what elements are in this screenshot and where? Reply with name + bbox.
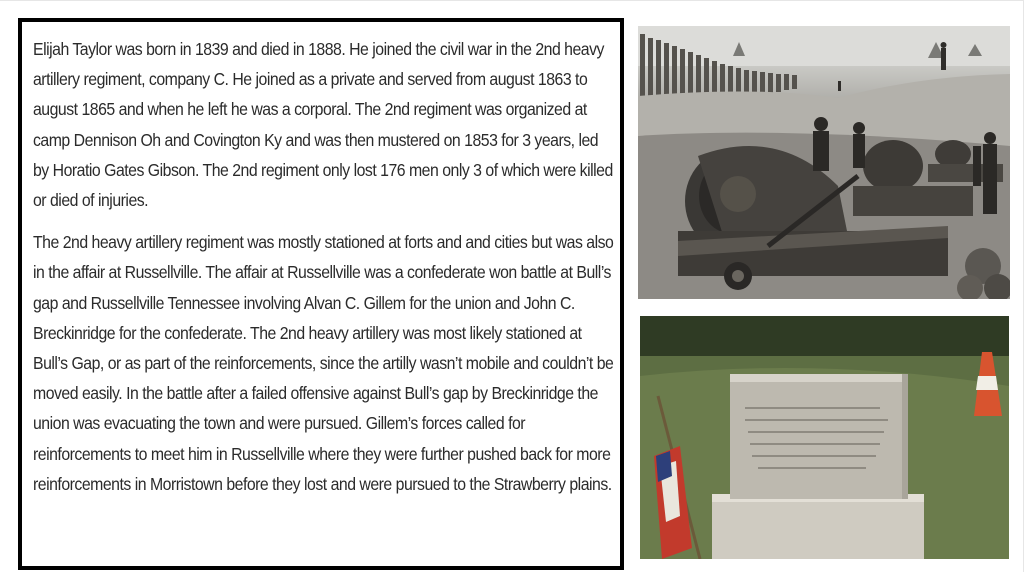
mortars-illustration	[638, 26, 1010, 299]
paragraph-russellville: The 2nd heavy artillery regiment was mostly stationed at forts and and cities but was also in the affair at Russellville. The affair at Russellville was a confederate won battle at Bull’s gap and Russellville Tennessee involving Alvan C. Gillem for the union and John C. Breckinridge for the confederate. The 2nd heavy artillery was most likely stationed at Bull’s Gap, or as part of the reinforcements, since the artilly wasn’t mobile and couldn’t be moved easily. In the battle after a failed offensive against Bull’s gap by Breckinridge the union was evacuating the town and were pursued. Gillem’s forces called for reinforcements to meet him in Russellville where they were further pushed back for more reinforcements in Morristown before they lost and were pursued to the Strawberry plains.	[33, 232, 614, 494]
text-panel	[18, 18, 624, 570]
paragraph-biography: Elijah Taylor was born in 1839 and died in 1888. He joined the civil war in the 2nd heavy artillery regiment, company C. He joined as a private and served from august 1863 to august 1865 and when he left he was a corporal. The 2nd regiment was organized at camp Dennison Oh and Covington Ky and was then mustered on 1853 for 3 years, led by Horatio Gates Gibson. The 2nd regiment only lost 176 men only 3 of which were killed or died of injuries.	[33, 39, 613, 211]
civil-war-mortars-photo	[638, 26, 1010, 299]
grave-marker-photo	[640, 316, 1009, 559]
grave-illustration	[640, 316, 1009, 559]
